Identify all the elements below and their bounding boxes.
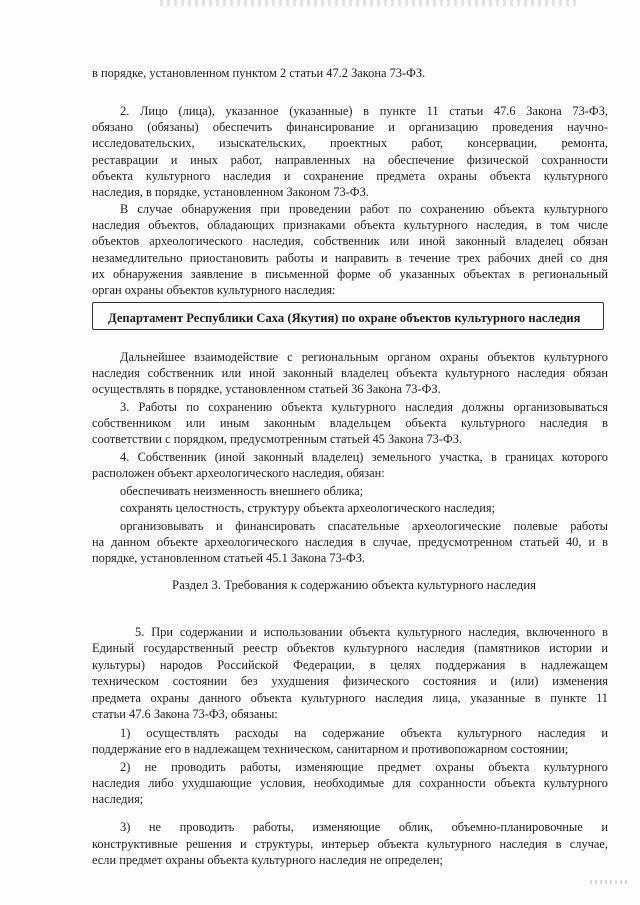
text-line: реставрации и иных работ, направленных на обеспечение физической сохранности xyxy=(92,153,608,167)
text-line: объектов археологического наследия, собственник или иной законный владелец обязан xyxy=(92,234,608,248)
text-line: наследия объектов, обладающих признаками объекта культурного наследия, в том числе xyxy=(92,218,608,232)
section-heading: Раздел 3. Требования к содержанию объекта культурного наследия xyxy=(172,578,537,592)
text-line: Дальнейшее взаимодействие с региональным органом охраны объектов культурного xyxy=(120,350,608,364)
text-line: наследия; xyxy=(92,792,144,806)
text-line: поддержание его в надлежащем техническом, санитарном и противопожарном состоянии; xyxy=(92,742,569,756)
organization-name: Департамент Республики Саха (Якутия) по охране объектов культурного наследия xyxy=(108,311,581,325)
text-line: в порядке, установленном пунктом 2 статьи 47.2 Закона 73-ФЗ. xyxy=(92,66,426,80)
text-line: обеспечивать неизменность внешнего облика; xyxy=(120,484,364,498)
text-line: 2) не проводить работы, изменяющие предмет охраны объекта культурного xyxy=(120,760,608,774)
text-line: конструктивные решения и структуры, интерьер объекта культурного наследия в случае, xyxy=(92,837,608,851)
text-line: организовывать и финансировать спасательные археологические полевые работы xyxy=(120,519,608,533)
text-line: обязано (обязаны) обеспечить финансирование и организацию проведения научно- xyxy=(92,120,608,134)
text-line: Единый государственный реестр объектов культурного наследия (памятников истории и xyxy=(92,641,608,655)
text-line: статьи 47.6 Закона 73-ФЗ, обязаны: xyxy=(92,707,278,721)
text-line: В случае обнаружения при проведении работ по сохранению объекта культурного xyxy=(120,202,608,216)
text-line: 2. Лицо (лица), указанное (указанные) в пункте 11 статьи 47.6 Закона 73-ФЗ, xyxy=(120,104,608,118)
text-line: техническом состоянии без ухудшения физического состояния и (или) изменения xyxy=(92,674,608,688)
text-line: объекта культурного наследия и сохранение предмета охраны объекта культурного xyxy=(92,169,608,183)
text-line: на данном объекте археологического наследия в случае, предусмотренном статьей 40, и в xyxy=(92,535,608,549)
text-line: наследия, в порядке, установленном Законом 73-ФЗ. xyxy=(92,185,369,199)
text-line: 4. Собственник (иной законный владелец) земельного участка, в границах которого xyxy=(120,450,608,464)
text-line: наследия собственник или иной законный владелец объекта культурного наследия обязан xyxy=(92,366,608,380)
text-line: наследия либо ухудшающие условия, необходимые для сохранности объекта культурного xyxy=(92,776,608,790)
text-line: 5. При содержании и использовании объекта культурного наследия, включенного в xyxy=(135,625,608,639)
text-line: исследовательских, изыскательских, проектных работ, консервации, ремонта, xyxy=(92,136,608,150)
scan-artifact-bottom xyxy=(590,880,630,884)
text-line: если предмет охраны объекта культурного наследия не определен; xyxy=(92,853,443,867)
text-line: их обнаружения заявление в письменной форме об указанных объектах в региональный xyxy=(92,267,608,281)
text-line: культуры) народов Российской Федерации, в целях поддержания в надлежащем xyxy=(92,658,608,672)
text-line: 1) осуществлять расходы на содержание объекта культурного наследия и xyxy=(120,726,608,740)
text-line: орган охраны объектов культурного наследия: xyxy=(92,283,336,297)
scan-artifact-top xyxy=(160,0,580,6)
text-line: незамедлительно приостановить работы и направить в течение трех рабочих дней со дня xyxy=(92,251,608,265)
text-line: осуществлять в порядке, установленном статьей 36 Закона 73-ФЗ. xyxy=(92,382,441,396)
text-line: 3) не проводить работы, изменяющие облик, объемно-планировочные и xyxy=(120,820,608,834)
text-line: сохранять целостность, структуру объекта археологического наследия; xyxy=(120,501,496,515)
text-line: предмета охраны данного объекта культурного наследия лица, указанные в пункте 11 xyxy=(92,691,608,705)
text-line: собственником или иным законным владельцем объекта культурного наследия в xyxy=(92,416,608,430)
text-line: расположен объект археологического наследия, обязан: xyxy=(92,466,385,480)
text-line: порядке, установленном статьей 45.1 Закона 73-ФЗ. xyxy=(92,551,365,565)
text-line: 3. Работы по сохранению объекта культурного наследия должны организовываться xyxy=(120,400,608,414)
text-line: соответствии с порядком, предусмотренным статьей 45 Закона 73-ФЗ. xyxy=(92,432,463,446)
